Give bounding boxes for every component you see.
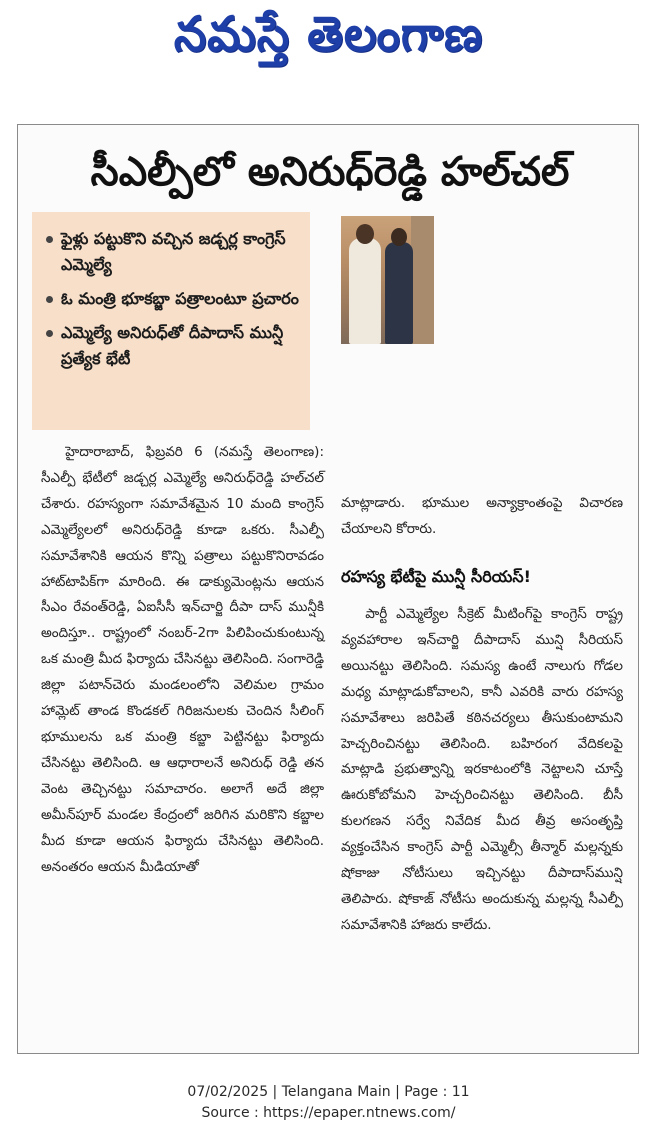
article-photo [341,216,434,344]
section-subheading: రహస్య భేటీపై మున్షీ సీరియస్! [341,567,531,586]
article-body-left-column [41,440,324,1020]
body-paragraph: హైదారాబాద్, ఫిబ్రవరి 6 (నమస్తే తెలంగాణ): సీఎల్పీ భేటీలో జడ్చర్ల ఎమ్మెల్యే అనిరుధ్‌రెడ్డి హల్‌చల్ చేశారు. రహస్యంగా సమావేశమైన 10 మంది కాంగ్రెస్ ఎమ్మెల్యేలలో అనిరుధ్‌రెడ్డి కూడా ఒకరు. సీఎల్పీ సమావేశానికి ఆయన కొన్ని పత్రాలు పట్టుకొనిరావడం హాట్‌టాపిక్‌గా మారింది. ఈ డాక్యుమెంట్లను ఆయన సీఎం రేవంత్‌రెడ్డి, ఏఐసీసీ ఇన్‌చార్జి దీపా దాస్ మున్షీకి అందిస్తూ.. రాష్ట్రంలో నంబర్-2గా పిలిపించుకుంటున్న ఒక మంత్రి మీద ఫిర్యాదు చేసినట్టు తెలిసింది. సంగారెడ్డి జిల్లా పటాన్‌చెరు మండలంలోని వెలిమల గ్రామం హామ్లెట్ తాండ కొండకల్ గిరిజనులకు చెందిన సీలింగ్ భూములను ఒక మంత్రి కబ్జా పెట్టినట్టు ఫిర్యాదు చేసినట్టు తెలిసింది. ఆ ఆధారాలనే అనిరుధ్ రెడ్డి తన వెంట తెచ్చినట్టు సమాచారం. అలాగే అదే జిల్లా అమీన్‌పూర్ మండల కేంద్రంలో జరిగిన మరికొని కబ్జాల మీద కూడా ఆయన ఫిర్యాదు చేసినట్టు తెలిసింది. అనంతరం ఆయన మీడియాతో [41,444,324,875]
bullet-dot-icon [46,236,53,243]
body-paragraph: పార్టీ ఎమ్మెల్యేల సీక్రెట్ మీటింగ్‌పై కాంగ్రెస్ రాష్ట్ర వ్యవహారాల ఇన్‌చార్జి దీపాదాస్ మున్షి సీరియస్ అయినట్టు తెలిసింది. సమస్య ఉంటే నాలుగు గోడల మధ్య మాట్లాడుకోవాలని, కానీ ఎవరికి వారు రహస్య సమావేశాలు జరిపితే కఠినచర్యలు తీసుకుంటామని హెచ్చరించినట్టు తెలిసింది. బహిరంగ వేదికలపై మాట్లాడి ప్రభుత్వాన్ని ఇరకాటంలోకి నెట్టాలని చూస్తే ఊరుకోబోమని హెచ్చరించినట్టు తెలిసింది. బీసీ కులగణన సర్వే నివేదిక మీద తీవ్ర అసంతృప్తి వ్యక్తంచేసిన కాంగ్రెస్ పార్టీ ఎమ్మెల్సీ తీన్మార్ మల్లన్నకు షోకాజు నోటీసులు ఇచ్చినట్టు దీపాదాస్‌మున్షి తెలిపారు. షోకాజ్ నోటీసు అందుకున్న మల్లన్న సీఎల్పీ సమావేశానికి హాజరు కాలేదు. [341,606,623,933]
photo-person-dark-suit [385,242,413,344]
subhead-bullet [46,320,300,372]
article-body-right-column [341,602,623,1050]
bullet-dot-icon [46,330,53,337]
body-paragraph: మాట్లాడారు. భూముల అన్యాక్రాంతంపై విచారణ చేయాలని కోరారు. [341,495,623,537]
footer-source: Source : https://epaper.ntnews.com/ [201,1105,456,1121]
footer-date-edition: 07/02/2025 | Telangana Main | Page : 11 [187,1084,470,1100]
subhead-bullet-text: ఓ మంత్రి భూకబ్జా పత్రాలంటూ ప్రచారం [61,289,299,308]
subhead-box [32,212,310,430]
masthead [0,0,657,80]
article-body-right-continuation [341,491,623,547]
newspaper-logo: నమస్తే తెలంగాణ [173,5,484,63]
subhead-bullet-text: ఫైళ్లు పట్టుకొని వచ్చిన జడ్చర్ల కాంగ్రెస్ ఎమ్మెల్యే [61,229,286,274]
photo-background-arch [411,216,434,344]
photo-person-head [356,224,374,244]
article-headline: సీఎల్పీలో అనిరుధ్‌రెడ్డి హల్‌చల్ [90,149,570,195]
photo-person-white-shirt [349,238,381,344]
photo-person-head [391,228,407,246]
subhead-bullet [46,226,300,278]
bullet-dot-icon [46,296,53,303]
subhead-bullet-text: ఎమ్మెల్యే అనిరుధ్‌తో దీపాదాస్ మున్షీ ప్రత్యేక భేటీ [61,323,284,368]
subhead-bullet [46,286,300,312]
